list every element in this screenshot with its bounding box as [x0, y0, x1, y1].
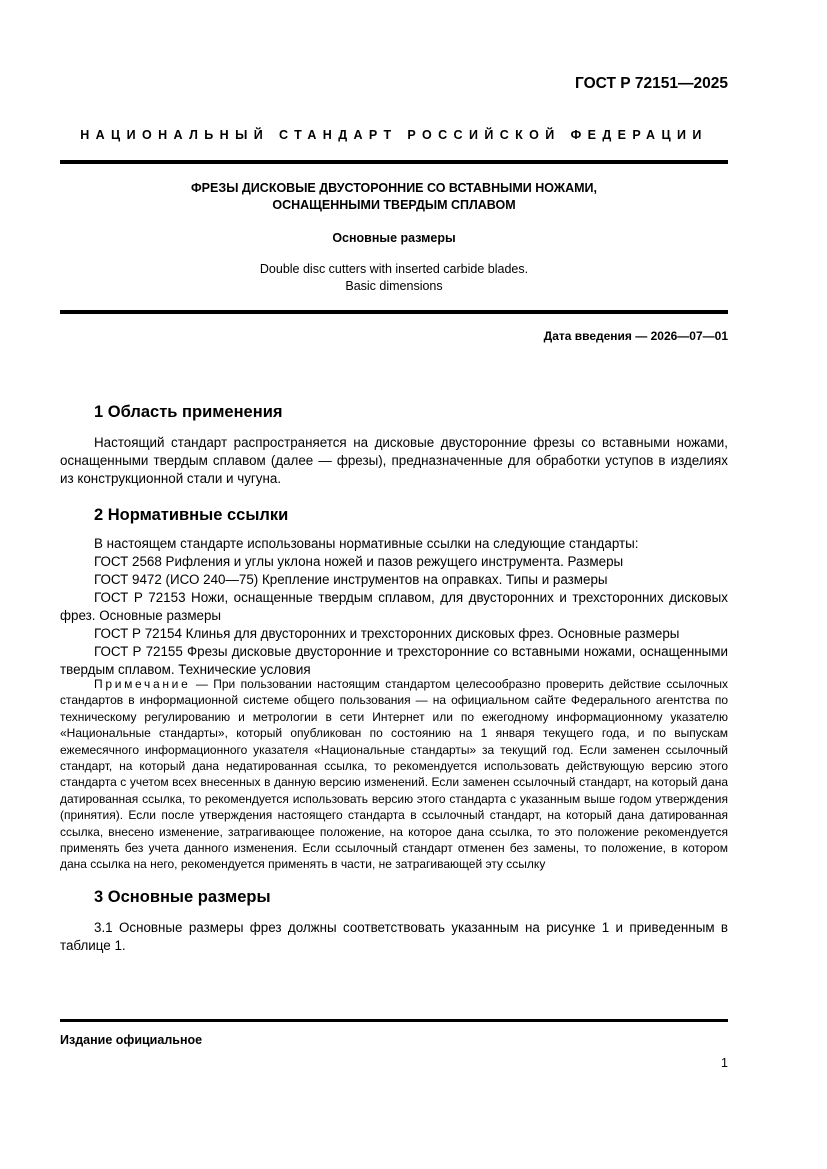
- reference-item: ГОСТ Р 72154 Клинья для двусторонних и трехсторонних дисковых фрез. Основные размеры: [94, 626, 680, 641]
- national-standard-banner: НАЦИОНАЛЬНЫЙ СТАНДАРТ РОССИЙСКОЙ ФЕДЕРАЦИИ: [80, 128, 708, 142]
- english-title-line-2: Basic dimensions: [345, 279, 443, 293]
- section-3-heading: 3 Основные размеры: [94, 888, 271, 906]
- section-1-body: [60, 434, 728, 488]
- document-subtitle: Основные размеры: [332, 231, 456, 245]
- section-2-heading: 2 Нормативные ссылки: [94, 506, 289, 524]
- document-number: ГОСТ Р 72151—2025: [575, 75, 728, 92]
- top-divider: [60, 160, 728, 164]
- section-3-body: [60, 919, 728, 955]
- note-block: [60, 676, 728, 873]
- note-text: — При пользовании настоящим стандартом целесообразно проверить действие ссылочных стандартов в информационной системе общего пользования — на официальном сайте Федерального агентства по техническому регулированию и метрологии в сети Интернет или по ежегодному информационному указателю «Национальные стандарты», который опубликован по состоянию на 1 января текущего года, и по выпускам ежемесячного информационного указателя «Национальные стандарты» за текущий год. Если заменен ссылочный стандарт, на который дана недатированная ссылка, то рекомендуется использовать действующую версию этого стандарта с учетом всех внесенных в данную версию изменений. Если заменен ссылочный стандарт, на который дана датированная ссылка, то рекомендуется использовать версию этого стандарта с указанным выше годом утверждения (принятия). Если после утверждения настоящего стандарта в ссылочный стандарт, на который дана датированная ссылка, внесено изменение, затрагивающее положение, на которое дана ссылка, то это положение рекомендуется применять без учета данного изменения. Если ссылочный стандарт отменен без замены, то положение, в котором дана ссылка на него, рекомендуется применять в части, не затрагивающей эту ссылку: [60, 677, 728, 872]
- section-1-text: Настоящий стандарт распространяется на дисковые двусторонние фрезы со вставными ножами, оснащенными твердым сплавом (далее — фрезы), предназначенные для обработки уступов в изделиях из конструкционной стали и чугуна.: [60, 435, 728, 486]
- section-1-heading: 1 Область применения: [94, 403, 283, 421]
- note-label: Примечание: [94, 677, 191, 691]
- section-3-text: 3.1 Основные размеры фрез должны соответствовать указанным на рисунке 1 и приведенным в таблице 1.: [60, 920, 728, 953]
- reference-item: ГОСТ Р 72155 Фрезы дисковые двусторонние и трехсторонние со вставными ножами, оснащенными твердым сплавом. Технические условия: [60, 644, 728, 677]
- english-title: [60, 261, 728, 295]
- title-line-1: ФРЕЗЫ ДИСКОВЫЕ ДВУСТОРОННИЕ СО ВСТАВНЫМИ НОЖАМИ,: [191, 181, 597, 195]
- section-2-intro: В настоящем стандарте использованы нормативные ссылки на следующие стандарты:: [94, 536, 639, 551]
- introduction-date: Дата введения — 2026—07—01: [543, 329, 728, 343]
- english-title-line-1: Double disc cutters with inserted carbide blades.: [259, 262, 529, 276]
- edition-label: Издание официальное: [60, 1033, 203, 1047]
- title-divider: [60, 310, 728, 314]
- reference-item: ГОСТ 9472 (ИСО 240—75) Крепление инструментов на оправках. Типы и размеры: [94, 572, 608, 587]
- title-line-2: ОСНАЩЕННЫМИ ТВЕРДЫМ СПЛАВОМ: [272, 198, 516, 212]
- section-2-body: [60, 535, 728, 679]
- document-title: [60, 180, 728, 214]
- reference-item: ГОСТ 2568 Рифления и углы уклона ножей и пазов режущего инструмента. Размеры: [94, 554, 624, 569]
- footer-divider: [60, 1019, 728, 1022]
- reference-item: ГОСТ Р 72153 Ножи, оснащенные твердым сплавом, для двусторонних и трехсторонних дисковых фрез. Основные размеры: [60, 590, 728, 623]
- page-number: 1: [721, 1056, 728, 1070]
